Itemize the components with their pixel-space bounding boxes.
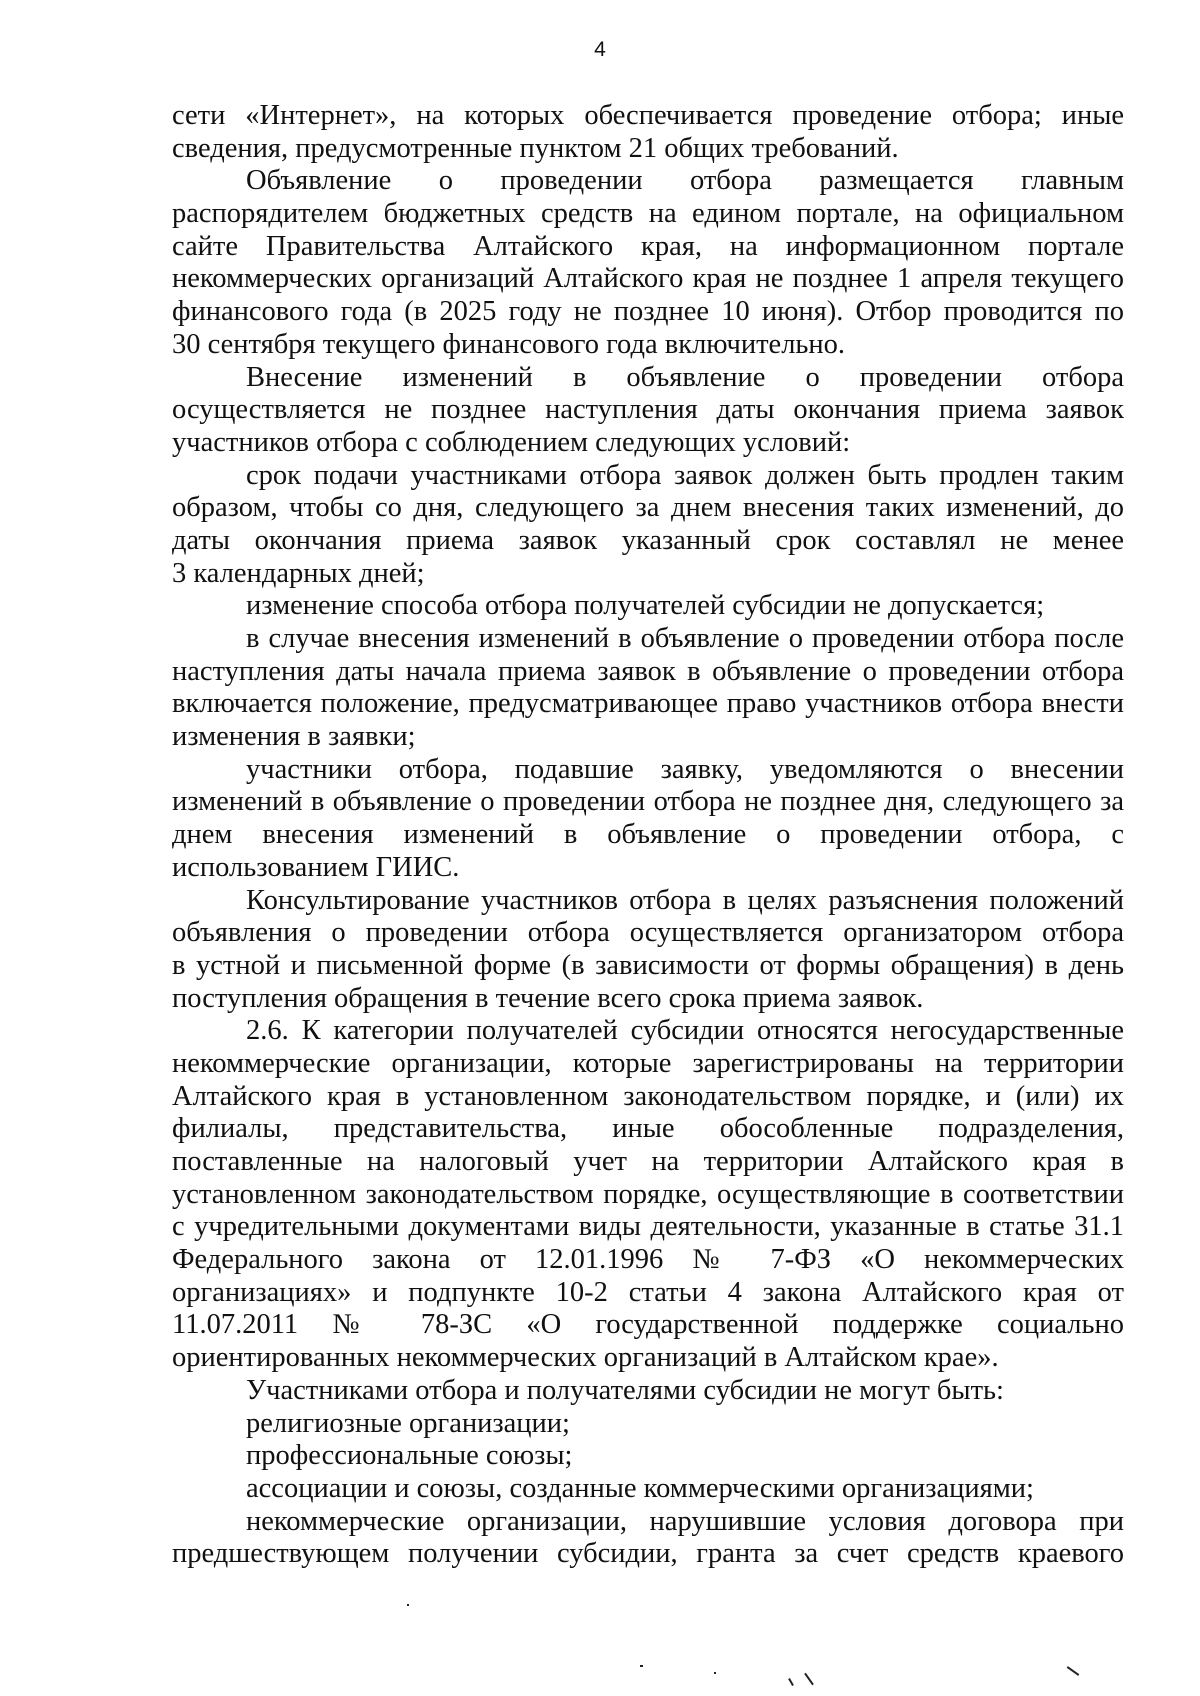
text-line: изменение способа отбора получателей субсидии не допускается; [246, 590, 1045, 622]
text-line: срок подачи участниками отбора заявок должен быть продлен таким [246, 459, 1124, 491]
text-line: Алтайского края в установленном законодательством порядке, и (или) их [172, 1080, 1124, 1112]
scan-speck [788, 1678, 794, 1686]
text-line: Федерального закона от 12.01.1996 № 7-ФЗ «О некоммерческих [172, 1244, 1124, 1276]
scan-speck [640, 1665, 643, 1667]
scan-speck [714, 1672, 716, 1674]
text-line: объявления о проведении отбора осуществляется организатором отбора [172, 917, 1124, 949]
scan-speck [1067, 1666, 1080, 1676]
text-line: организациях» и подпункте 10-2 статьи 4 закона Алтайского края от [172, 1276, 1124, 1308]
text-line: Объявление о проведении отбора размещается главным [246, 165, 1124, 197]
text-line: поступления обращения в течение всего срока приема заявок. [172, 982, 924, 1014]
text-line: ассоциации и союзы, созданные коммерческими организациями; [246, 1472, 1034, 1504]
text-line: распорядителем бюджетных средств на едином портале, на официальном [172, 198, 1124, 230]
text-line: с учредительными документами виды деятельности, указанные в статье 31.1 [172, 1211, 1124, 1243]
text-line: участники отбора, подавшие заявку, уведомляются о внесении [246, 753, 1124, 785]
text-line: 11.07.2011 № 78-ЗС «О государственной поддержке социально [172, 1309, 1124, 1341]
page-number: 4 [594, 38, 606, 61]
text-line: использованием ГИИС. [172, 851, 460, 883]
text-line: днем внесения изменений в объявление о проведении отбора, с [172, 819, 1124, 851]
text-line: в устной и письменной форме (в зависимости от формы обращения) в день [172, 949, 1124, 981]
text-line: ориентированных некоммерческих организаций в Алтайском крае». [172, 1342, 999, 1374]
scan-speck [804, 1673, 814, 1686]
text-line: в случае внесения изменений в объявление о проведении отбора после [246, 623, 1124, 654]
text-line: изменения в заявки; [172, 721, 416, 753]
text-line: поставленные на налоговый учет на территории Алтайского края в [172, 1146, 1124, 1177]
text-line: сети «Интернет», на которых обеспечивается проведение отбора; иные [172, 100, 1124, 131]
text-line: некоммерческих организаций Алтайского края не позднее 1 апреля текущего [172, 263, 1124, 295]
text-line: Участниками отбора и получателями субсидии не могут быть: [246, 1374, 1004, 1406]
text-line: осуществляется не позднее наступления даты окончания приема заявок [172, 394, 1124, 426]
text-line: финансового года (в 2025 году не позднее 10 июня). Отбор проводится по [172, 296, 1124, 328]
text-line: Внесение изменений в объявление о проведении отбора [246, 361, 1124, 393]
text-line: установленном законодательством порядке, осуществляющие в соответствии [172, 1178, 1124, 1210]
document-body [172, 100, 1124, 1571]
text-line: сведения, предусмотренные пунктом 21 общих требований. [172, 132, 899, 164]
text-line: религиозные организации; [246, 1407, 570, 1439]
text-line: сайте Правительства Алтайского края, на информационном портале [172, 230, 1124, 262]
text-line: наступления даты начала приема заявок в объявление о проведении отбора [172, 655, 1124, 687]
text-line: включается положение, предусматривающее право участников отбора внести [172, 688, 1124, 720]
text-line: Консультирование участников отбора в целях разъяснения положений [246, 884, 1124, 916]
scan-speck [407, 1604, 409, 1606]
text-line: изменений в объявление о проведении отбора не позднее дня, следующего за [172, 786, 1124, 818]
text-line: профессиональные союзы; [246, 1440, 573, 1472]
text-line: некоммерческие организации, которые зарегистрированы на территории [172, 1047, 1124, 1079]
text-line: 3 календарных дней; [172, 557, 425, 589]
text-line: предшествующем получении субсидии, гранта за счет средств краевого [172, 1538, 1124, 1570]
text-line: 30 сентября текущего финансового года включительно. [172, 328, 846, 360]
text-line: 2.6. К категории получателей субсидии относятся негосударственные [246, 1015, 1124, 1047]
text-line: даты окончания приема заявок указанный срок составлял не менее [172, 524, 1124, 556]
text-line: образом, чтобы со дня, следующего за днем внесения таких изменений, до [172, 492, 1124, 524]
text-line: филиалы, представительства, иные обособленные подразделения, [172, 1113, 1124, 1145]
text-line: участников отбора с соблюдением следующих условий: [172, 426, 851, 458]
text-line: некоммерческие организации, нарушившие условия договора при [246, 1505, 1124, 1537]
